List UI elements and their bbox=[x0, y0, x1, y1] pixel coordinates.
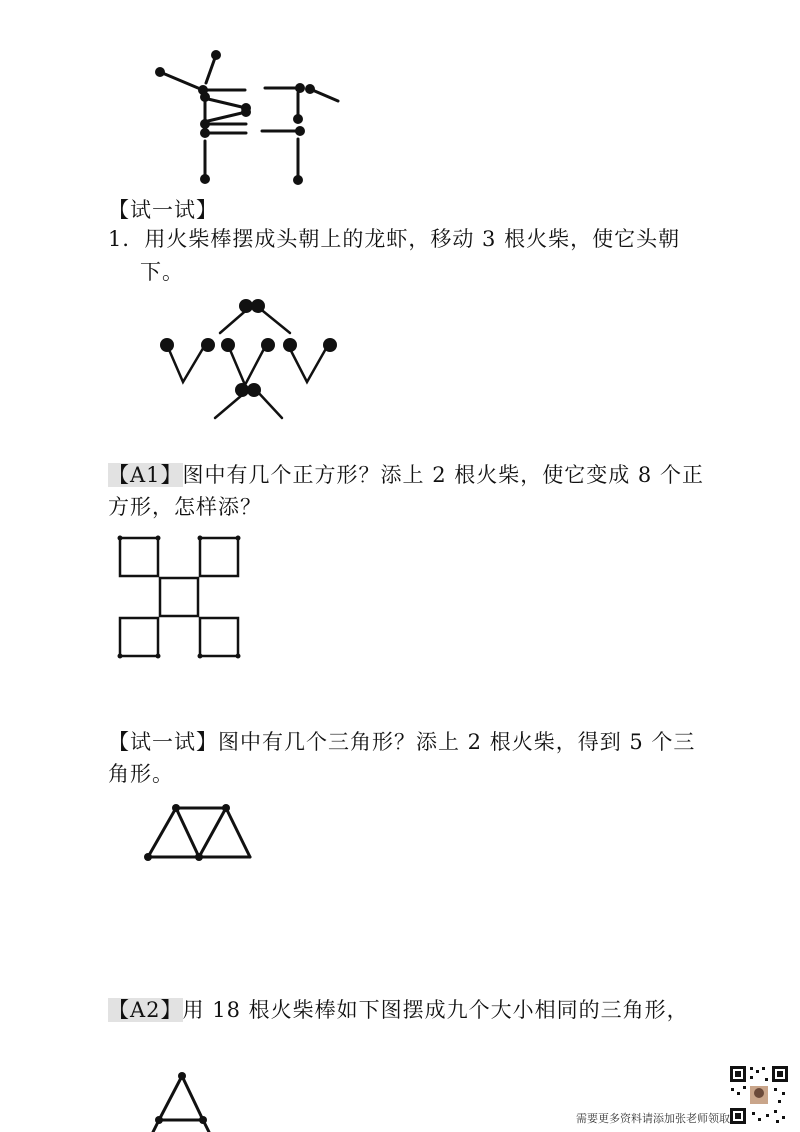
problem-a1-text: 图中有几个正方形？添上 2 根火柴，使它变成 8 个正 bbox=[182, 463, 704, 487]
problem-try-2-line-2: 角形。 bbox=[108, 762, 174, 786]
problem-a2-text: 用 18 根火柴棒如下图摆成九个大小相同的三角形， bbox=[182, 998, 689, 1022]
triangles-matchstick-figure bbox=[138, 798, 258, 868]
problem-a2-line-1 bbox=[108, 993, 708, 1027]
problem-1-line-2: 下。 bbox=[140, 260, 184, 284]
try-it-heading: 【试一试】 bbox=[108, 198, 218, 222]
problem-try-2-tag: 【试一试】 bbox=[108, 730, 218, 754]
squares-matchstick-figure bbox=[112, 530, 252, 665]
lobster-matchstick-figure bbox=[150, 290, 350, 430]
footer-note: 需要更多资料请添加张老师领取 bbox=[576, 1112, 730, 1125]
problem-a1-line-2: 方形，怎样添？ bbox=[108, 495, 262, 519]
problem-try-2-text: 图中有几个三角形？添上 2 根火柴，得到 5 个三 bbox=[218, 730, 696, 754]
qr-code-icon bbox=[728, 1064, 790, 1126]
matchstick-figure-top bbox=[150, 45, 350, 190]
problem-a1-tag: 【A1】 bbox=[108, 463, 183, 487]
nine-triangles-figure-partial bbox=[145, 1066, 225, 1132]
problem-a2-tag: 【A2】 bbox=[108, 998, 183, 1022]
problem-a1-line-1 bbox=[108, 458, 708, 492]
problem-try-2-line-1 bbox=[108, 725, 708, 759]
problem-1-line-1: 1．用火柴棒摆成头朝上的龙虾，移动 3 根火柴，使它头朝 bbox=[108, 227, 681, 251]
